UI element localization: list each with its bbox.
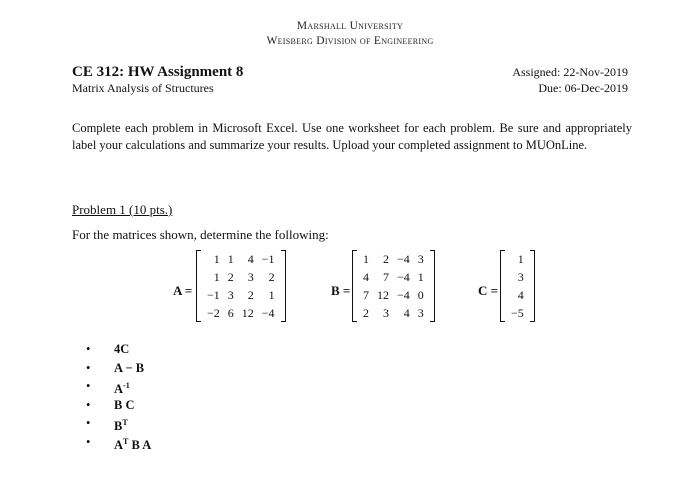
matrix-a bbox=[196, 250, 286, 322]
university-name: Marshall University bbox=[296, 20, 404, 32]
list-item: • $A^T$ B A bbox=[86, 434, 152, 452]
task-list bbox=[86, 340, 151, 451]
matrix-b-left-bracket bbox=[352, 250, 357, 322]
problem-prompt: For the matrices shown, determine the following: bbox=[72, 227, 329, 242]
list-item: • $A^{-1}$ bbox=[86, 379, 130, 397]
due-date: Due: 06-Dec-2019 bbox=[538, 81, 628, 95]
list-item: • A − B bbox=[86, 359, 151, 378]
bullet-icon: • bbox=[86, 342, 91, 356]
problem-heading: Problem 1 (10 pts.) bbox=[72, 202, 173, 217]
list-item: • B C bbox=[86, 396, 151, 415]
bullet-icon: • bbox=[86, 360, 91, 375]
matrix-c-right-bracket bbox=[530, 250, 535, 322]
bullet-icon: • bbox=[86, 397, 91, 412]
matrix-a-left-bracket bbox=[196, 250, 201, 322]
bullet-icon: • bbox=[86, 434, 91, 449]
assignment-title: CE 312: HW Assignment 8 bbox=[72, 64, 244, 80]
matrix-c-left-bracket bbox=[500, 250, 505, 322]
list-item: • 4C bbox=[86, 340, 151, 359]
matrix-b-table: 1 2 −4 3 4 7 −4 1 7 12 −4 0 2 3 4 3 bbox=[363, 252, 424, 320]
instructions-paragraph: Complete each problem in Microsoft Excel. Use one worksheet for each problem. Be sure and appropriately label your calculations and summarize your results. Upload your completed assignment to MUOnLine. bbox=[72, 121, 632, 152]
matrix-a-label: A = bbox=[173, 283, 193, 298]
assignment-subtitle: Matrix Analysis of Structures bbox=[72, 81, 214, 95]
matrix-c-table: 1 3 4 −5 bbox=[511, 252, 524, 320]
bullet-icon: • bbox=[86, 416, 91, 430]
assigned-date: Assigned: 22-Nov-2019 bbox=[512, 65, 628, 79]
division-name: Weisberg Division of Engineering bbox=[266, 35, 434, 47]
bullet-icon: • bbox=[86, 379, 91, 393]
matrix-b-label: B = bbox=[331, 283, 351, 298]
matrix-a-right-bracket bbox=[281, 250, 286, 322]
matrix-b-right-bracket bbox=[430, 250, 435, 322]
matrix-c bbox=[500, 250, 535, 322]
list-item: • $B^T$ bbox=[86, 416, 128, 434]
matrix-b bbox=[352, 250, 435, 322]
matrix-c-label: C = bbox=[478, 283, 499, 298]
matrix-a-table: 1 1 4 −1 1 2 3 2 −1 3 2 1 −2 6 12 −4 bbox=[207, 252, 275, 320]
